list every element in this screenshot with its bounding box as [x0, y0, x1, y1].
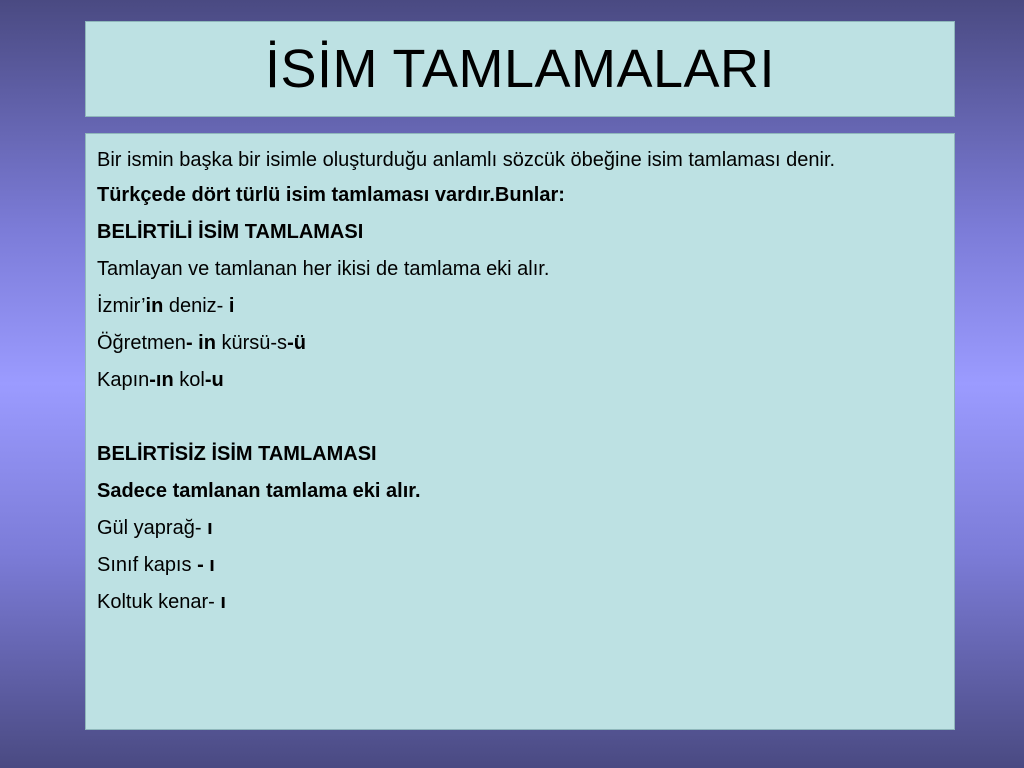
text-segment: Öğretmen — [97, 332, 186, 354]
text-line — [97, 513, 942, 543]
text-line — [97, 291, 942, 321]
text-line — [97, 254, 942, 284]
text-line — [97, 587, 942, 617]
text-segment: kürsü-s — [215, 332, 288, 354]
text-line — [97, 146, 942, 175]
text-line — [97, 217, 942, 247]
text-line — [97, 439, 942, 469]
bold-text-segment: -ü — [287, 332, 306, 354]
content-box — [85, 133, 955, 730]
slide-title: İSİM TAMLAMALARI — [264, 39, 776, 99]
text-line — [97, 476, 942, 506]
text-segment: kol — [173, 369, 205, 391]
text-segment: Gül yaprağ- — [97, 517, 208, 539]
title-box — [85, 21, 955, 117]
bold-text-segment: - in — [185, 332, 216, 354]
text-line — [97, 550, 942, 580]
text-segment: Bir ismin başka bir isimle oluşturduğu anlamlı sözcük öbeğine isim tamlaması denir. — [97, 149, 836, 171]
text-segment: Tamlayan ve tamlanan her ikisi de tamlama eki alır. — [97, 258, 550, 280]
text-segment: Sınıf kapıs — [97, 554, 198, 576]
bold-text-segment: BELİRTİLİ İSİM TAMLAMASI — [97, 221, 364, 243]
text-line — [97, 328, 942, 358]
bold-text-segment: in — [145, 295, 164, 317]
bold-text-segment: -u — [204, 369, 224, 391]
bold-text-segment: i — [228, 295, 235, 317]
bold-text-segment: Türkçede dört türlü isim tamlaması vardır.Bunlar: — [97, 184, 565, 206]
blank-line — [97, 402, 942, 432]
text-segment: deniz- — [163, 295, 229, 317]
bold-text-segment: - ı — [197, 554, 215, 576]
text-line — [97, 365, 942, 395]
bold-text-segment: ı — [220, 591, 226, 613]
bold-text-segment: BELİRTİSİZ İSİM TAMLAMASI — [97, 443, 377, 465]
bold-text-segment: Sadece tamlanan tamlama eki alır. — [97, 480, 421, 502]
text-segment: Koltuk kenar- — [97, 591, 221, 613]
bold-text-segment: -ın — [149, 369, 174, 391]
text-segment: İzmir’ — [97, 295, 146, 317]
text-line — [97, 180, 942, 210]
bold-text-segment: ı — [207, 517, 213, 539]
text-segment: Kapın — [97, 369, 150, 391]
